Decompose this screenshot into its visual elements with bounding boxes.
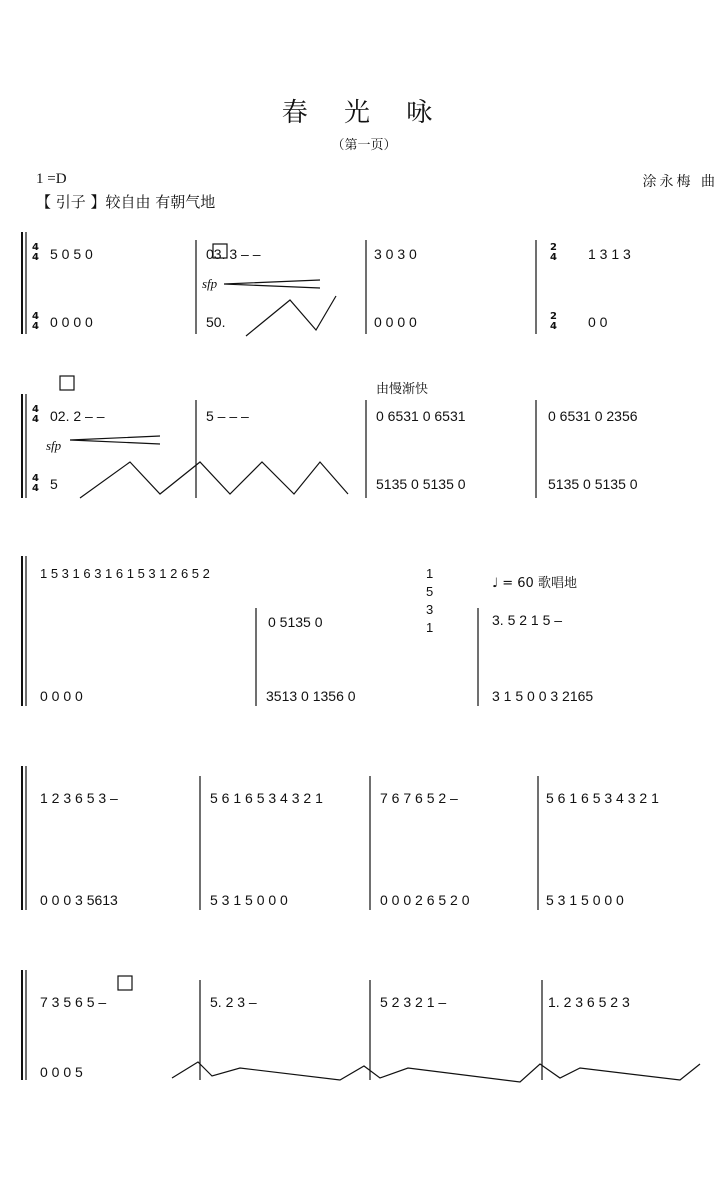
measure-notes: 1 3 1 3 xyxy=(588,246,631,262)
measure-notes: 3 1 5 0 0 3 2165 xyxy=(492,688,594,704)
page-subtitle: （第一页） xyxy=(331,138,397,153)
dynamic-marking: sfp xyxy=(202,276,218,291)
measure-notes: 5 3 1 5 0 0 0 xyxy=(546,892,624,908)
chord-column: 1 5 3 1 6 3 1 6 1 5 3 1 2 6 5 2 xyxy=(40,566,210,581)
measure-notes: 0 0 0 0 xyxy=(374,314,417,330)
measure-notes: 1. 2 3 6 5 2 3 xyxy=(548,994,630,1010)
measure-notes: 5. 2 3 – xyxy=(210,994,257,1010)
key-signature: 1 =D xyxy=(36,171,67,187)
measure-notes: 7 6 7 6 5 2 – xyxy=(380,790,458,806)
measure-notes: 0 0 xyxy=(588,314,608,330)
measure-notes: 5135 0 5135 0 xyxy=(376,476,466,492)
time-signature: 4 4 xyxy=(32,311,39,332)
time-signature: 2 4 xyxy=(550,242,557,263)
measure-notes: 5 2 3 2 1 – xyxy=(380,994,447,1010)
composer-credit: 涂永梅 曲 xyxy=(642,174,718,190)
measure-notes: 3513 0 1356 0 xyxy=(266,688,356,704)
measure-notes: 0 6531 0 6531 xyxy=(376,408,466,424)
measure-notes: 3 0 3 0 xyxy=(374,246,417,262)
measure-notes: 0 0 0 0 xyxy=(50,314,93,330)
dynamic-marking: sfp xyxy=(46,438,62,453)
measure-notes: 0 0 0 3 5613 xyxy=(40,892,118,908)
score-title: 春 光 咏 xyxy=(281,98,447,128)
time-signature: 4 4 xyxy=(32,404,39,425)
metronome-marking: ♩ = 60 歌唱地 xyxy=(492,576,577,591)
measure-notes: 0 6531 0 2356 xyxy=(548,408,638,424)
measure-notes: 0 0 0 2 6 5 2 0 xyxy=(380,892,470,908)
time-signature: 2 4 xyxy=(550,311,557,332)
measure-notes: 0 0 0 5 xyxy=(40,1064,83,1080)
measure-notes: 0 0 0 0 xyxy=(40,688,83,704)
measure-notes: 1 2 3 6 5 3 – xyxy=(40,790,118,806)
measure-notes: 5 0 5 0 xyxy=(50,246,93,262)
measure-notes: 5 xyxy=(50,476,58,492)
measure-notes: 5 3 1 5 0 0 0 xyxy=(210,892,288,908)
measure-notes: 7 3 5 6 5 – xyxy=(40,994,107,1010)
measure-notes: 50. xyxy=(206,314,226,330)
measure-notes: 0 5135 0 xyxy=(268,614,323,630)
measure-notes: 5 6 1 6 5 3 4 3 2 1 xyxy=(210,790,323,806)
time-signature: 4 4 xyxy=(32,242,39,263)
measure-notes: 5135 0 5135 0 xyxy=(548,476,638,492)
time-signature: 4 4 xyxy=(32,473,39,494)
measure-notes: 03. 3 – – xyxy=(206,246,261,262)
chord-column: 1 5 3 1 xyxy=(426,566,434,635)
tempo-change-marking: 由慢渐快 xyxy=(376,382,429,397)
intro-section-label: 【 引子 】较自由 有朝气地 xyxy=(36,193,216,211)
measure-notes: 5 – – – xyxy=(206,408,249,424)
measure-notes: 5 6 1 6 5 3 4 3 2 1 xyxy=(546,790,659,806)
measure-notes: 02. 2 – – xyxy=(50,408,105,424)
measure-notes: 3. 5 2 1 5 – xyxy=(492,612,563,628)
